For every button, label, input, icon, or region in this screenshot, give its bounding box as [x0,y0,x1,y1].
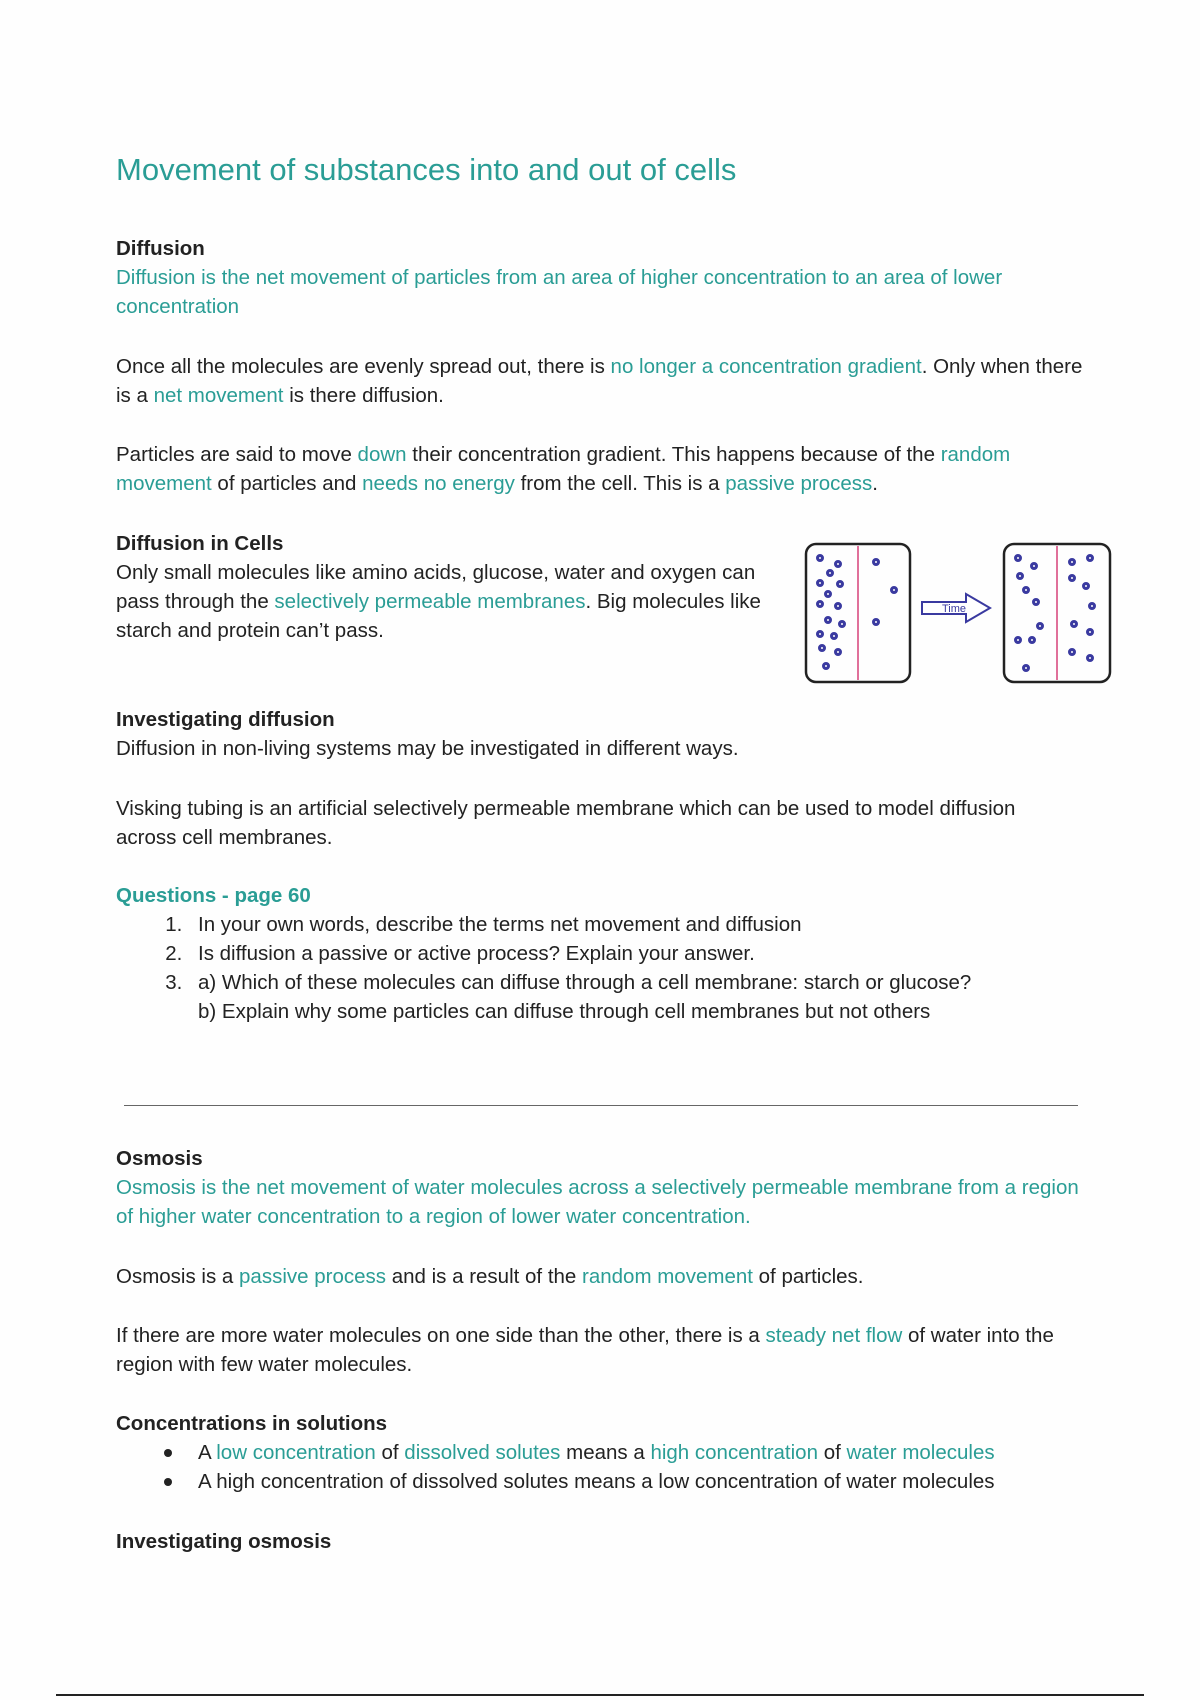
question-part-a: a) Which of these molecules can diffuse through a cell membrane: starch or glucose? [198,971,972,994]
highlight-term: no longer a concentration gradient [610,355,922,378]
highlight-term: high concentration [650,1441,818,1464]
text-run: If there are more water molecules on one side than the other, there is a [116,1324,766,1347]
page-title: Movement of substances into and out of cells [116,152,737,187]
osmosis-section [116,1144,1091,1231]
highlight-term: needs no energy [362,472,515,495]
time-arrow-label: Time [941,603,967,615]
highlight-term: selectively permeable membranes [274,590,586,613]
text-run: . [872,472,878,495]
concentrations-list [116,1438,1091,1496]
osmosis-definition: Osmosis is the net movement of water molecules across a selectively permeable membrane from a region of higher water concentration to a region of lower water concentration. [116,1176,1079,1228]
diffusion-definition: Diffusion is the net movement of particles from an area of higher concentration to an area of lower concentration [116,266,1003,318]
highlight-term: dissolved solutes [404,1441,561,1464]
investigating-heading: Investigating diffusion [116,708,335,731]
question-item: 1. In your own words, describe the terms net movement and diffusion [188,910,1091,939]
highlight-term: random movement [116,443,1011,495]
text-run: A [198,1441,217,1464]
text-run: their concentration gradient. This happens because of the [406,443,941,466]
investigating-section [116,705,1091,763]
highlight-term: passive process [239,1265,387,1288]
concentrations-section [116,1409,1091,1496]
list-item [188,1438,1091,1467]
text-run: of [818,1441,847,1464]
questions-section [116,881,1091,1026]
questions-list [116,910,1091,1026]
text-run: . Big molecules like starch and protein can’t pass. [116,590,761,642]
concentrations-heading: Concentrations in solutions [116,1412,388,1435]
questions-heading: Questions - page 60 [116,884,311,907]
highlight-term: net movement [153,384,284,407]
question-item: 2. Is diffusion a passive or active process? Explain your answer. [188,939,1091,968]
diffusion-paragraph-2 [116,440,1091,498]
list-item: A high concentration of dissolved solutes means a low concentration of water molecules [188,1467,1091,1496]
text-run: Osmosis is a [116,1265,240,1288]
text-run: means a [560,1441,651,1464]
diffusion-heading: Diffusion [116,237,205,260]
question-item [188,968,1091,1026]
diffusion-section [116,234,1091,321]
section-divider [124,1105,1078,1106]
osmosis-paragraph-2 [116,1321,1091,1379]
text-run: . Only when there is a [116,355,1083,407]
text-run: of particles. [752,1265,864,1288]
highlight-term: passive process [725,472,873,495]
text-run: of water into the region with few water molecules. [116,1324,1054,1376]
osmosis-paragraph-1 [116,1262,1091,1291]
text-run: Particles are said to move [116,443,358,466]
text-run: Only small molecules like amino acids, glucose, water and oxygen can pass through the [116,561,756,613]
highlight-term: steady net flow [765,1324,903,1347]
highlight-term: random movement [582,1265,753,1288]
highlight-term: down [357,443,407,466]
cells-paragraph [116,558,776,645]
text-run: Once all the molecules are evenly spread out, there is [116,355,611,378]
text-run: is there diffusion. [283,384,444,407]
osmosis-heading: Osmosis [116,1147,203,1170]
highlight-term: water molecules [846,1441,995,1464]
diffusion-diagram [800,540,1116,690]
investigating-paragraph-1: Diffusion in non-living systems may be investigated in different ways. [116,737,739,760]
investigating-paragraph-2: Visking tubing is an artificial selectively permeable membrane which can be used to model diffusion across cell membranes. [116,797,1016,849]
cells-heading: Diffusion in Cells [116,532,284,555]
text-run: and is a result of the [386,1265,583,1288]
text-run: of [375,1441,405,1464]
text-run: from the cell. This is a [514,472,726,495]
text-run: of particles and [211,472,363,495]
investigating-osmosis-heading: Investigating osmosis [116,1530,332,1553]
question-part-b: b) Explain why some particles can diffuse through cell membranes but not others [198,1000,931,1023]
particles-after [1016,556,1095,671]
page-bottom-border [56,1694,1144,1696]
diffusion-paragraph-1 [116,352,1091,410]
cells-section [116,529,776,645]
highlight-term: low concentration [216,1441,376,1464]
